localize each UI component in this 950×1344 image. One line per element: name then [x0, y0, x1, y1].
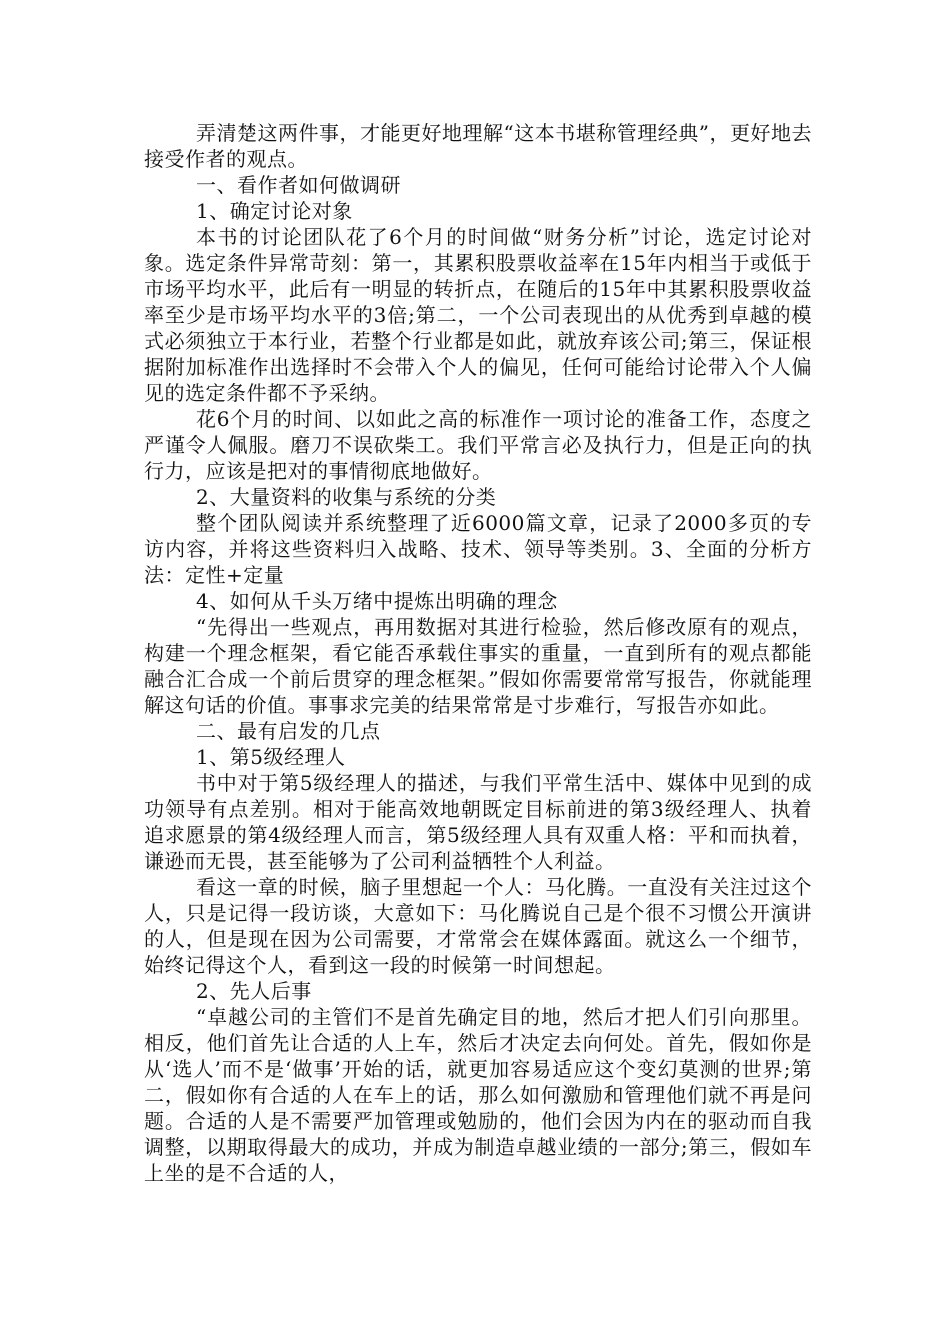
- paragraph-preparation: 花6个月的时间、以如此之高的标准作一项讨论的准备工作，态度之严谨令人佩服。磨刀不误砍柴工。我们平常言必及执行力，但是正向的执行力，应该是把对的事情彻底地做好。: [144, 407, 812, 483]
- subheading-level5-manager: 1、第5级经理人: [196, 745, 346, 769]
- subheading-data-collection: 2、大量资料的收集与系统的分类: [196, 485, 497, 509]
- paragraph-ma-huateng: 看这一章的时候，脑子里想起一个人：马化腾。一直没有关注过这个人，只是记得一段访谈，大意如下：马化腾说自己是个很不习惯公开演讲的人，但是现在因为公司需要，才常常会在媒体露面。就这么一个细节，始终记得这个人，看到这一段的时候第一时间想起。: [144, 875, 812, 977]
- subheading-extract-concepts: 4、如何从千头万绪中提炼出明确的理念: [196, 589, 558, 613]
- subheading-first-who: 2、先人后事: [196, 979, 312, 1003]
- subheading-research-object: 1、确定讨论对象: [196, 199, 353, 223]
- paragraph-concept-framework: “先得出一些观点，再用数据对其进行检验，然后修改原有的观点，构建一个理念框架，看它能否承载住事实的重量，一直到所有的观点都能融合汇合成一个前后贯穿的理念框架。”假如你需要常常写报告，你就能理解这句话的价值。事事求完美的结果常常是寸步难行，写报告亦如此。: [144, 615, 812, 717]
- paragraph-data-collection: 整个团队阅读并系统整理了近6000篇文章，记录了2000多页的专访内容，并将这些资料归入战略、技术、领导等类别。3、全面的分析方法：定性+定量: [144, 511, 812, 587]
- paragraph-level5-manager: 书中对于第5级经理人的描述，与我们平常生活中、媒体中见到的成功领导有点差别。相对于能高效地朝既定目标前进的第3级经理人、执着追求愿景的第4级经理人而言，第5级经理人具有双重人格：平和而执着，谦逊而无畏，甚至能够为了公司利益牺牲个人利益。: [144, 771, 812, 873]
- paragraph-intro: 弄清楚这两件事，才能更好地理解“这本书堪称管理经典”，更好地去接受作者的观点。: [144, 121, 812, 171]
- paragraph-selection-criteria: 本书的讨论团队花了6个月的时间做“财务分析”讨论，选定讨论对象。选定条件异常苛刻：第一，其累积股票收益率在15年内相当于或低于市场平均水平，此后有一明显的转折点，在随后的15年中其累积股票收益率至少是市场平均水平的3倍;第二，一个公司表现出的从优秀到卓越的模式必须独立于本行业，若整个行业都是如此，就放弃该公司;第三，保证根据附加标准作出选择时不会带入个人的偏见，任何可能给讨论带入个人偏见的选定条件都不予采纳。: [144, 225, 812, 405]
- section-heading-research: 一、看作者如何做调研: [196, 173, 401, 197]
- document-body: [144, 120, 812, 1186]
- paragraph-first-who: “卓越公司的主管们不是首先确定目的地，然后才把人们引向那里。相反，他们首先让合适的人上车，然后才决定去向何处。首先，假如你是从‘选人’而不是‘做事’开始的话，就更加容易适应这个变幻莫测的世界;第二，假如你有合适的人在车上的话，那么如何激励和管理他们就不再是问题。合适的人是不需要严加管理或勉励的，他们会因为内在的驱动而自我调整，以期取得最大的成功，并成为制造卓越业绩的一部分;第三，假如车上坐的是不合适的人，: [144, 1005, 812, 1185]
- section-heading-insights: 二、最有启发的几点: [196, 719, 381, 743]
